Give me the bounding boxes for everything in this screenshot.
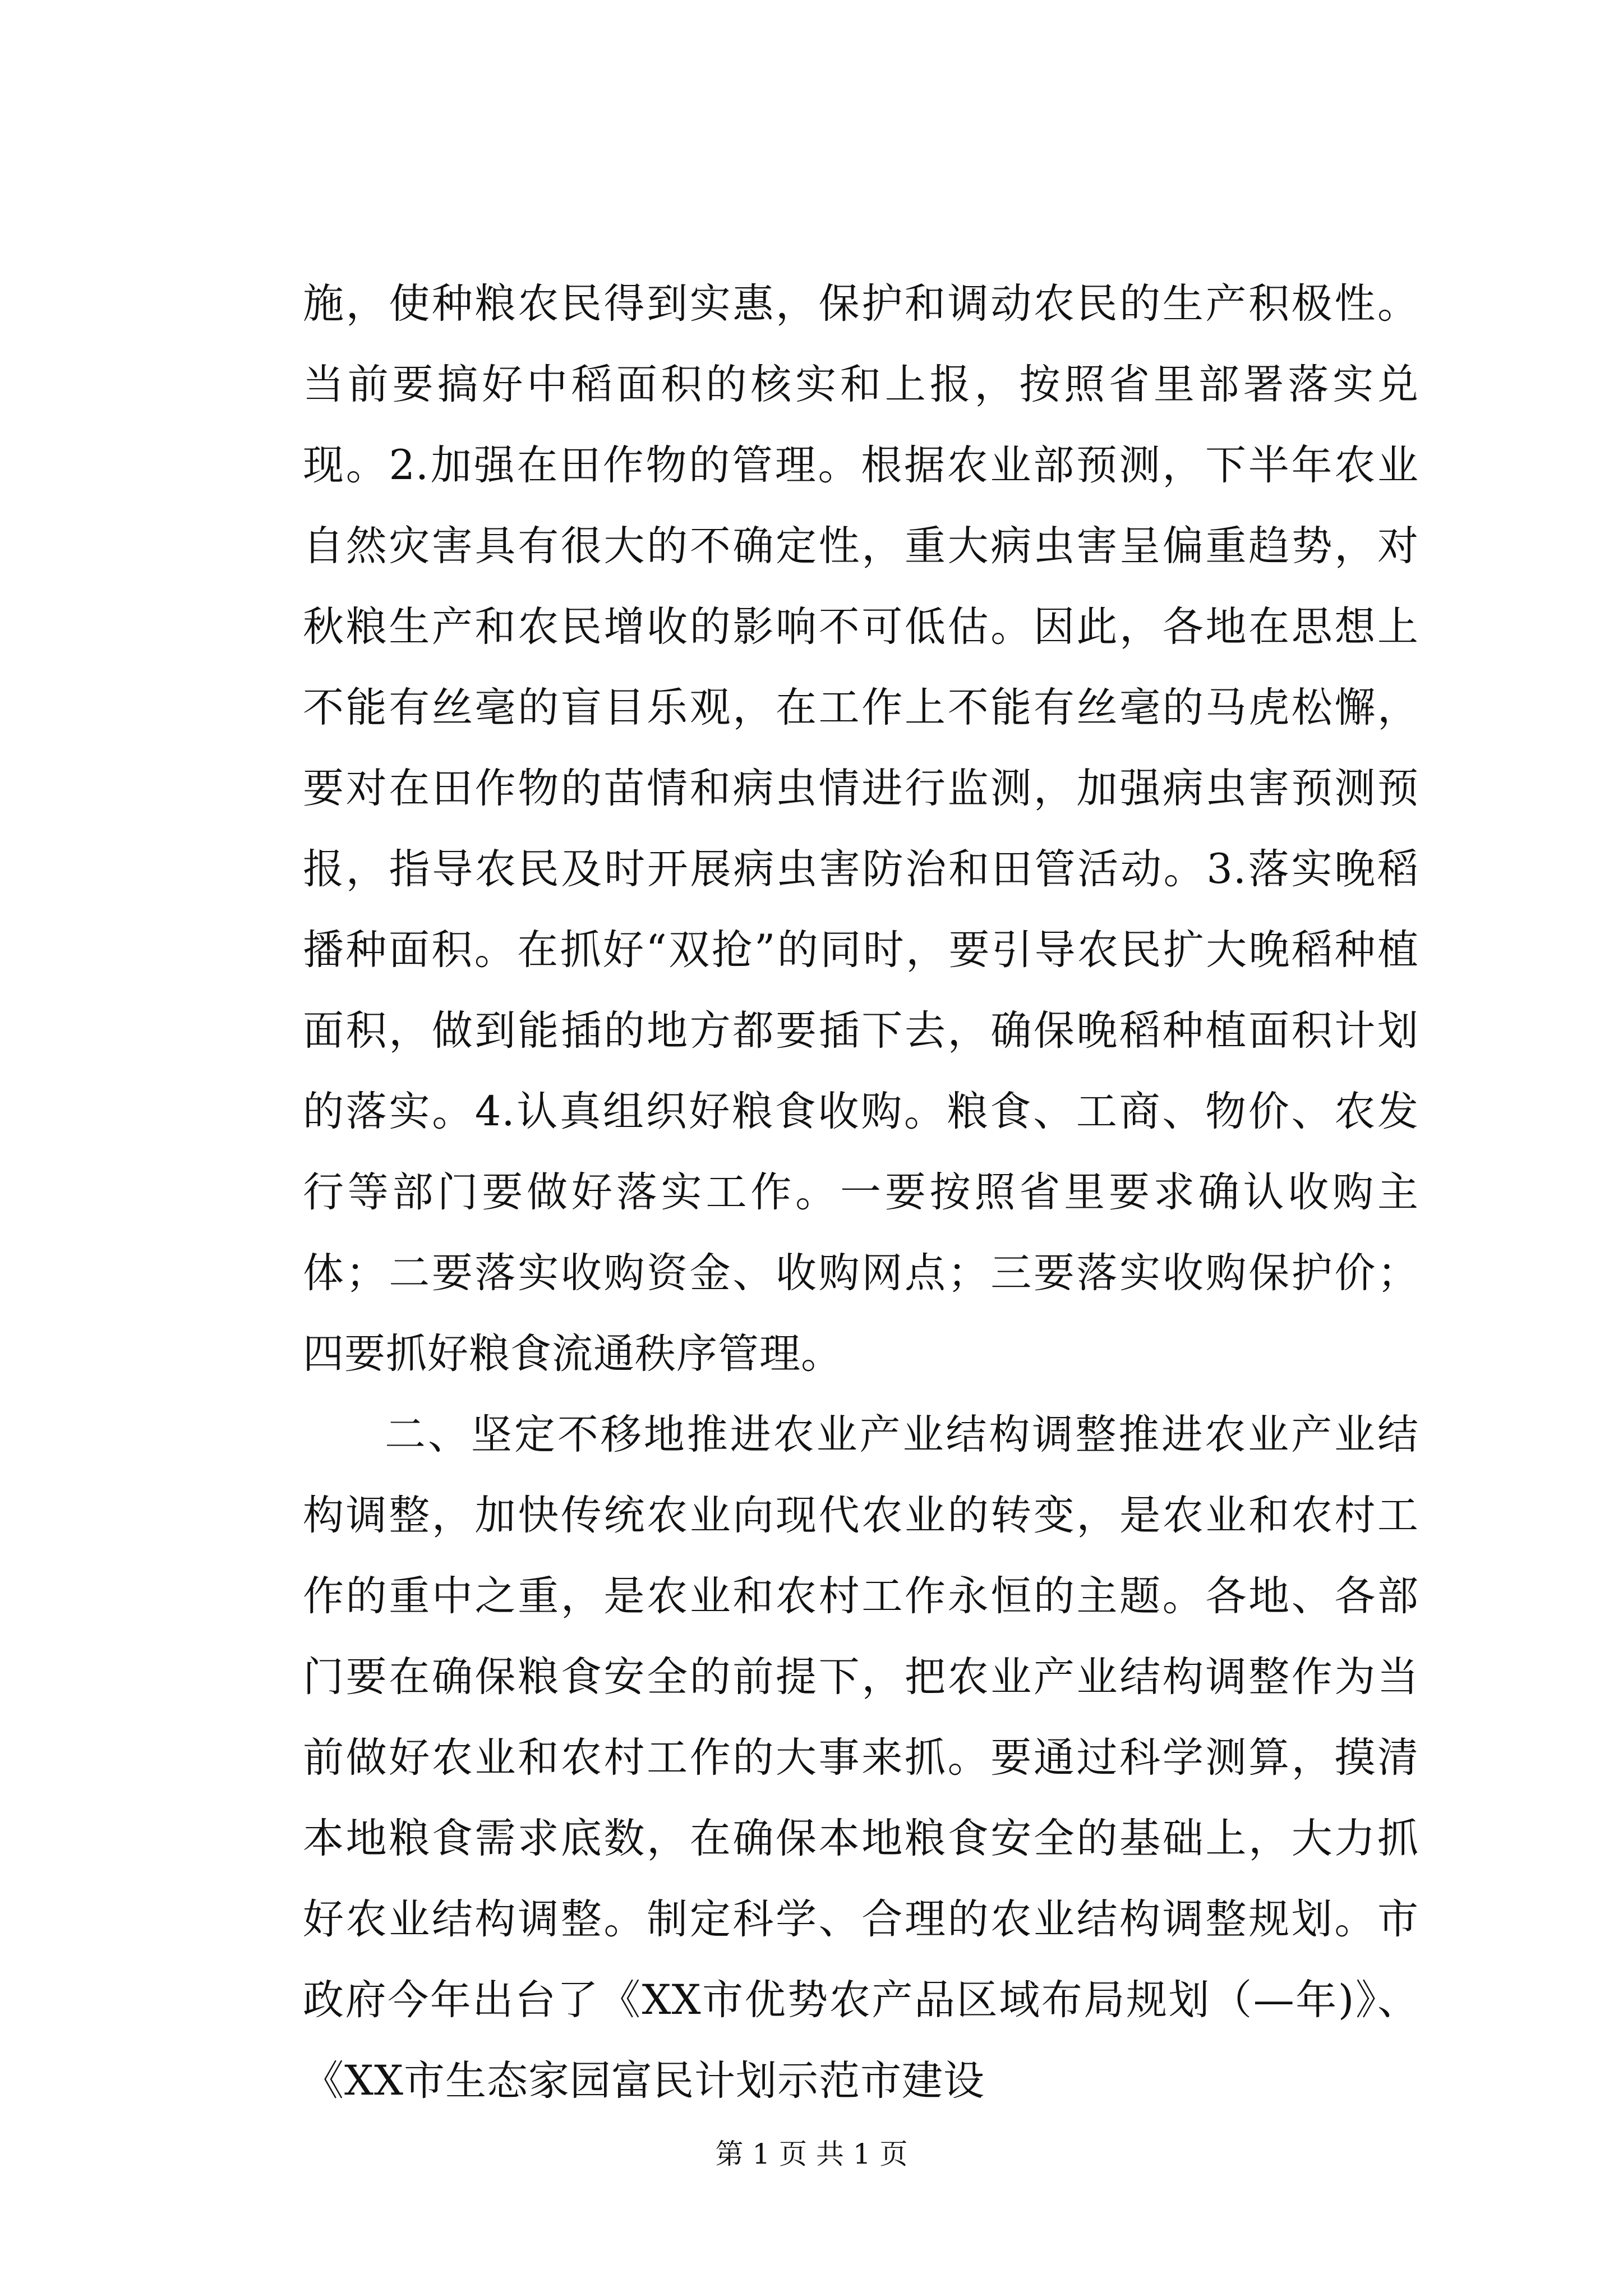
page-footer: 第 1 页 共 1 页 [715, 2138, 908, 2170]
paragraph-section-two: 二、坚定不移地推进农业产业结构调整推进农业产业结构调整，加快传统农业向现代农业的转变，是农业和农村工作的重中之重，是农业和农村工作永恒的主题。各地、各部门要在确保粮食安全的前提下，把农业产业结构调整作为当前做好农业和农村工作的大事来抓。要通过科学测算，摸清本地粮食需求底数，在确保本地粮食安全的基础上，大力抓好农业结构调整。制定科学、合理的农业结构调整规划。市政府今年出台了《XX市优势农产品区域布局规划（—年)》、《XX市生态家园富民计划示范市建设 [303, 1411, 1419, 2105]
paragraph-continuation: 施，使种粮农民得到实惠，保护和调动农民的生产积极性。当前要搞好中稻面积的核实和上报，按照省里部署落实兑现。2.加强在田作物的管理。根据农业部预测，下半年农业自然灾害具有很大的不确定性，重大病虫害呈偏重趋势，对秋粮生产和农民增收的影响不可低估。因此，各地在思想上不能有丝毫的盲目乐观，在工作上不能有丝毫的马虎松懈，要对在田作物的苗情和病虫情进行监测，加强病虫害预测预报，指导农民及时开展病虫害防治和田管活动。3.落实晚稻播种面积。在抓好“双抢”的同时，要引导农民扩大晚稻种植面积，做到能插的地方都要插下去，确保晚稻种植面积计划的落实。4.认真组织好粮食收购。粮食、工商、物价、农发行等部门要做好落实工作。一要按照省里要求确认收购主体；二要落实收购资金、收购网点；三要落实收购保护价；四要抓好粮食流通秩序管理。 [303, 280, 1419, 1378]
document-body [303, 264, 1419, 2122]
